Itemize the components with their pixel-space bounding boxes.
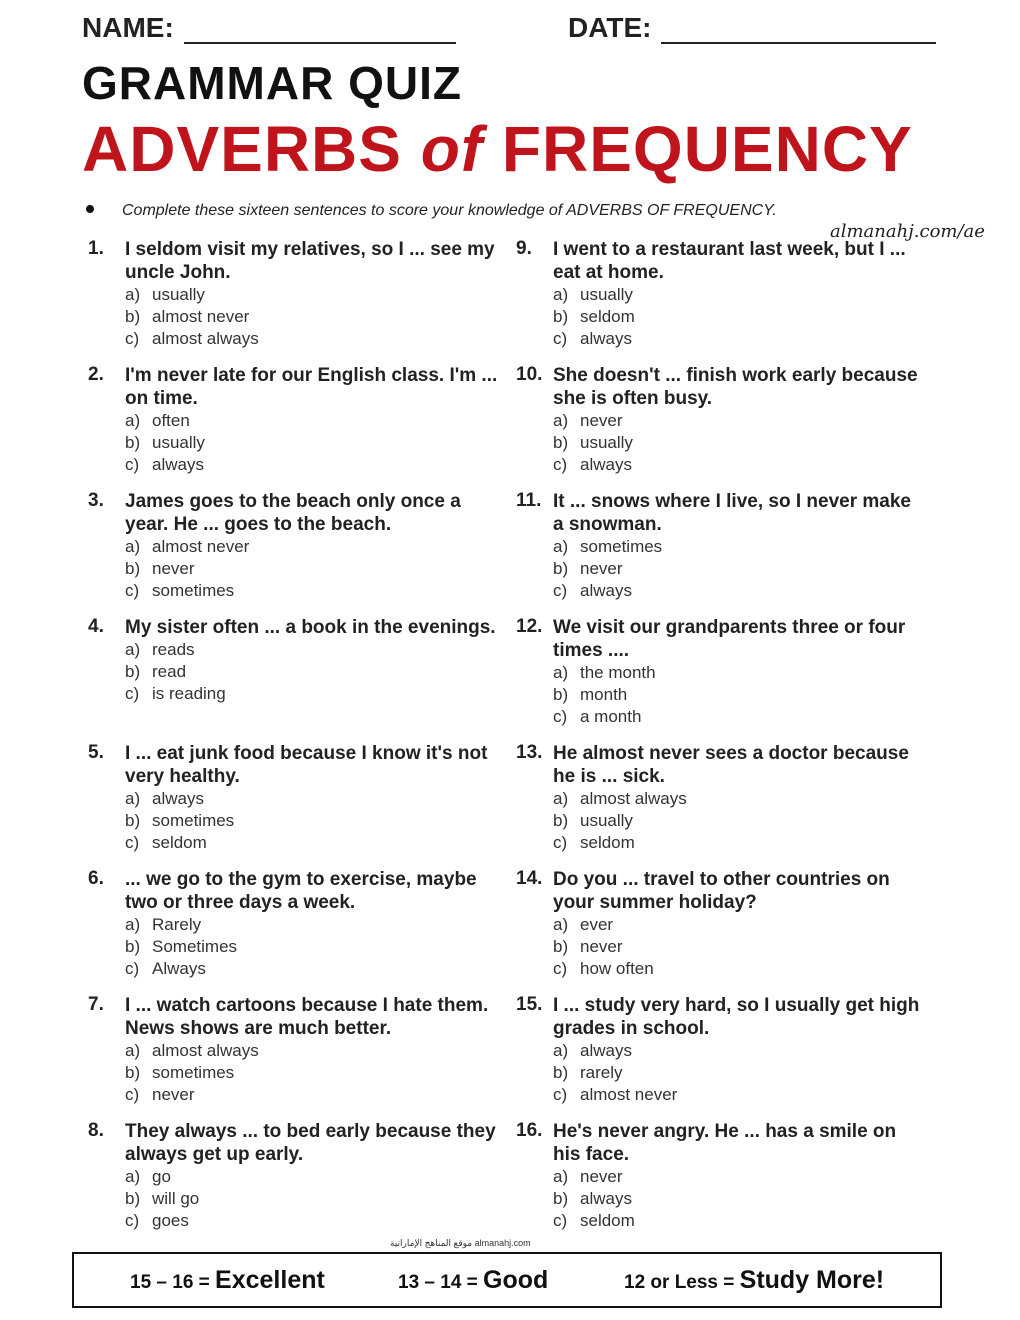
question-number: 15. xyxy=(516,994,543,1015)
option-text: never xyxy=(580,937,623,956)
answer-option[interactable] xyxy=(553,1166,926,1188)
question-number: 3. xyxy=(88,490,104,511)
option-letter: b) xyxy=(125,937,141,956)
option-letter: c) xyxy=(125,1211,140,1230)
score-label: Good xyxy=(483,1266,549,1294)
option-text: month xyxy=(580,685,628,704)
question-block xyxy=(516,616,926,742)
question-number: 7. xyxy=(88,994,104,1015)
question-block xyxy=(516,994,926,1120)
option-text: seldom xyxy=(580,1211,635,1230)
answer-option[interactable] xyxy=(553,832,926,854)
name-label: NAME: xyxy=(82,12,174,43)
question-text: She doesn't ... finish work early because she is often busy. xyxy=(553,365,918,409)
option-letter: a) xyxy=(553,285,569,304)
answer-option[interactable] xyxy=(125,810,498,832)
option-letter: b) xyxy=(553,811,569,830)
option-letter: c) xyxy=(553,455,568,474)
answer-option[interactable] xyxy=(553,936,926,958)
options-list xyxy=(553,914,926,980)
option-text: never xyxy=(580,411,623,430)
question-block xyxy=(516,868,926,994)
answer-option[interactable] xyxy=(553,284,926,306)
question-number: 10. xyxy=(516,364,543,385)
instructions-text: Complete these sixteen sentences to score your knowledge of ADVERBS OF FREQUENCY. xyxy=(122,202,777,219)
question-text: They always ... to bed early because they always get up early. xyxy=(125,1121,496,1165)
score-study-more xyxy=(624,1266,884,1295)
option-letter: c) xyxy=(125,455,140,474)
option-text: a month xyxy=(580,707,642,726)
option-text: sometimes xyxy=(580,537,663,556)
answer-option[interactable] xyxy=(553,1084,926,1106)
answer-option[interactable] xyxy=(125,914,498,936)
option-text: usually xyxy=(152,285,205,304)
question-number: 2. xyxy=(88,364,104,385)
option-text: Rarely xyxy=(152,915,202,934)
option-letter: b) xyxy=(553,1063,569,1082)
answer-option[interactable] xyxy=(553,432,926,454)
option-letter: b) xyxy=(125,433,141,452)
answer-option[interactable] xyxy=(553,558,926,580)
answer-option[interactable] xyxy=(125,1040,498,1062)
option-text: ever xyxy=(580,915,614,934)
score-range: 15 – 16 = xyxy=(130,1272,216,1293)
answer-option[interactable] xyxy=(125,832,498,854)
option-text: always xyxy=(152,455,204,474)
options-list xyxy=(125,536,498,602)
answer-option[interactable] xyxy=(553,410,926,432)
question-block xyxy=(516,742,926,868)
question-number: 5. xyxy=(88,742,104,763)
questions-right-column xyxy=(516,238,926,1246)
question-text: He almost never sees a doctor because he is ... sick. xyxy=(553,743,909,787)
options-list xyxy=(553,1040,926,1106)
score-excellent xyxy=(130,1266,325,1295)
question-block xyxy=(516,238,926,364)
answer-option[interactable] xyxy=(553,536,926,558)
question-block xyxy=(88,616,498,742)
answer-option[interactable] xyxy=(125,661,498,683)
question-text: It ... snows where I live, so I never make a snowman. xyxy=(553,491,911,535)
question-text: ... we go to the gym to exercise, maybe two or three days a week. xyxy=(125,869,477,913)
option-letter: c) xyxy=(553,581,568,600)
question-text: I ... watch cartoons because I hate them. News shows are much better. xyxy=(125,995,489,1039)
answer-option[interactable] xyxy=(553,454,926,476)
option-text: almost never xyxy=(152,537,250,556)
question-block xyxy=(516,364,926,490)
answer-option[interactable] xyxy=(125,558,498,580)
date-blank-line[interactable] xyxy=(661,14,936,44)
question-number: 11. xyxy=(516,490,542,511)
option-text: sometimes xyxy=(152,581,235,600)
question-number: 8. xyxy=(88,1120,104,1141)
option-letter: a) xyxy=(125,915,141,934)
question-text: He's never angry. He ... has a smile on his face. xyxy=(553,1121,897,1165)
options-list xyxy=(553,788,926,854)
option-letter: c) xyxy=(125,959,140,978)
option-text: almost never xyxy=(152,307,250,326)
option-text: never xyxy=(580,559,623,578)
option-text: will go xyxy=(152,1189,200,1208)
name-field xyxy=(82,12,456,44)
option-letter: c) xyxy=(553,329,568,348)
option-letter: c) xyxy=(125,581,140,600)
score-label: Study More! xyxy=(739,1266,885,1294)
question-block xyxy=(516,490,926,616)
answer-option[interactable] xyxy=(125,306,498,328)
option-text: seldom xyxy=(580,833,635,852)
option-text: always xyxy=(580,1189,632,1208)
answer-option[interactable] xyxy=(125,1210,498,1232)
options-list xyxy=(125,1166,498,1232)
date-label: DATE: xyxy=(568,12,652,43)
answer-option[interactable] xyxy=(125,328,498,350)
option-letter: a) xyxy=(553,915,569,934)
option-text: is reading xyxy=(152,684,226,703)
answer-option[interactable] xyxy=(125,958,498,980)
option-letter: b) xyxy=(125,811,141,830)
option-text: never xyxy=(152,1085,195,1104)
option-text: always xyxy=(580,455,632,474)
options-list xyxy=(553,284,926,350)
question-number: 12. xyxy=(516,616,543,637)
option-letter: a) xyxy=(125,1167,141,1186)
option-letter: c) xyxy=(125,329,140,348)
answer-option[interactable] xyxy=(125,432,498,454)
options-list xyxy=(125,410,498,476)
options-list xyxy=(553,536,926,602)
option-text: Always xyxy=(152,959,206,978)
score-box xyxy=(72,1252,942,1308)
question-block xyxy=(516,1120,926,1246)
answer-option[interactable] xyxy=(125,639,498,661)
option-letter: b) xyxy=(553,433,569,452)
option-text: almost always xyxy=(152,1041,259,1060)
options-list xyxy=(553,662,926,728)
option-letter: b) xyxy=(125,307,141,326)
answer-option[interactable] xyxy=(125,1188,498,1210)
questions-left-column xyxy=(88,238,498,1246)
option-text: sometimes xyxy=(152,811,235,830)
options-list xyxy=(553,1166,926,1232)
option-text: often xyxy=(152,411,190,430)
question-block xyxy=(88,994,498,1120)
option-letter: b) xyxy=(553,307,569,326)
option-text: almost never xyxy=(580,1085,678,1104)
header-row xyxy=(82,12,942,48)
option-letter: c) xyxy=(553,833,568,852)
score-good xyxy=(398,1266,548,1295)
option-letter: b) xyxy=(125,559,141,578)
option-text: never xyxy=(580,1167,623,1186)
quiz-label: GRAMMAR QUIZ xyxy=(82,57,462,109)
option-letter: b) xyxy=(553,937,569,956)
answer-option[interactable] xyxy=(553,1040,926,1062)
title-part-1: ADVERBS xyxy=(82,113,421,185)
option-text: reads xyxy=(152,640,195,659)
option-text: always xyxy=(152,789,204,808)
answer-option[interactable] xyxy=(125,683,498,705)
question-text: I seldom visit my relatives, so I ... see my uncle John. xyxy=(125,239,495,283)
answer-option[interactable] xyxy=(553,328,926,350)
answer-option[interactable] xyxy=(553,306,926,328)
option-letter: c) xyxy=(553,1085,568,1104)
answer-option[interactable] xyxy=(125,1166,498,1188)
answer-option[interactable] xyxy=(553,914,926,936)
option-text: the month xyxy=(580,663,656,682)
score-label: Excellent xyxy=(215,1266,325,1294)
question-text: My sister often ... a book in the evenings. xyxy=(125,617,496,638)
options-list xyxy=(553,410,926,476)
option-text: usually xyxy=(580,285,633,304)
bullet-icon xyxy=(86,205,94,213)
instructions xyxy=(86,202,777,220)
answer-option[interactable] xyxy=(125,284,498,306)
option-letter: b) xyxy=(125,662,141,681)
option-text: almost always xyxy=(580,789,687,808)
option-letter: c) xyxy=(125,833,140,852)
option-letter: c) xyxy=(553,707,568,726)
score-range: 12 or Less = xyxy=(624,1272,740,1293)
quiz-title xyxy=(82,112,913,186)
score-range: 13 – 14 = xyxy=(398,1272,484,1293)
footer-credit: موقع المناهج الإماراتية almanahj.com xyxy=(390,1238,531,1248)
option-letter: c) xyxy=(125,1085,140,1104)
question-text: I ... eat junk food because I know it's not very healthy. xyxy=(125,743,488,787)
options-list xyxy=(125,788,498,854)
option-text: rarely xyxy=(580,1063,623,1082)
option-letter: a) xyxy=(553,1167,569,1186)
option-letter: a) xyxy=(553,1041,569,1060)
option-text: usually xyxy=(152,433,205,452)
answer-option[interactable] xyxy=(553,662,926,684)
answer-option[interactable] xyxy=(125,454,498,476)
answer-option[interactable] xyxy=(553,788,926,810)
answer-option[interactable] xyxy=(553,1062,926,1084)
option-letter: c) xyxy=(553,1211,568,1230)
option-text: sometimes xyxy=(152,1063,235,1082)
options-list xyxy=(125,639,498,705)
answer-option[interactable] xyxy=(125,1084,498,1106)
option-text: read xyxy=(152,662,187,681)
question-number: 1. xyxy=(88,238,104,259)
option-letter: a) xyxy=(553,411,569,430)
question-block xyxy=(88,868,498,994)
option-letter: b) xyxy=(125,1063,141,1082)
option-text: seldom xyxy=(152,833,207,852)
answer-option[interactable] xyxy=(553,958,926,980)
question-text: I'm never late for our English class. I'm ... on time. xyxy=(125,365,498,409)
option-letter: a) xyxy=(553,537,569,556)
option-text: always xyxy=(580,329,632,348)
option-letter: a) xyxy=(125,285,141,304)
question-text: James goes to the beach only once a year. He ... goes to the beach. xyxy=(125,491,461,535)
options-list xyxy=(125,284,498,350)
title-of: of xyxy=(420,113,484,185)
option-letter: a) xyxy=(553,789,569,808)
option-text: always xyxy=(580,1041,632,1060)
option-letter: c) xyxy=(553,959,568,978)
question-number: 6. xyxy=(88,868,104,889)
answer-option[interactable] xyxy=(553,706,926,728)
option-letter: a) xyxy=(125,537,141,556)
answer-option[interactable] xyxy=(125,788,498,810)
option-letter: b) xyxy=(125,1189,141,1208)
question-text: We visit our grandparents three or four times .... xyxy=(553,617,906,661)
question-number: 14. xyxy=(516,868,543,889)
answer-option[interactable] xyxy=(553,580,926,602)
answer-option[interactable] xyxy=(125,936,498,958)
option-letter: a) xyxy=(125,789,141,808)
option-letter: a) xyxy=(125,640,141,659)
question-number: 16. xyxy=(516,1120,543,1141)
option-text: goes xyxy=(152,1211,189,1230)
question-number: 9. xyxy=(516,238,532,259)
answer-option[interactable] xyxy=(553,810,926,832)
option-letter: b) xyxy=(553,685,569,704)
option-letter: a) xyxy=(553,663,569,682)
option-text: usually xyxy=(580,811,633,830)
answer-option[interactable] xyxy=(125,410,498,432)
name-blank-line[interactable] xyxy=(184,14,456,44)
option-letter: c) xyxy=(125,684,140,703)
watermark: almanahj.com/ae xyxy=(830,221,985,242)
question-text: Do you ... travel to other countries on your summer holiday? xyxy=(553,869,890,913)
options-list xyxy=(125,914,498,980)
answer-option[interactable] xyxy=(553,1188,926,1210)
option-text: usually xyxy=(580,433,633,452)
date-field xyxy=(568,12,936,44)
option-letter: a) xyxy=(125,411,141,430)
answer-option[interactable] xyxy=(553,684,926,706)
option-letter: a) xyxy=(125,1041,141,1060)
option-letter: b) xyxy=(553,559,569,578)
answer-option[interactable] xyxy=(125,1062,498,1084)
question-block xyxy=(88,490,498,616)
options-list xyxy=(125,1040,498,1106)
question-number: 4. xyxy=(88,616,104,637)
option-text: how often xyxy=(580,959,654,978)
question-block xyxy=(88,742,498,868)
option-text: seldom xyxy=(580,307,635,326)
answer-option[interactable] xyxy=(125,580,498,602)
option-text: go xyxy=(152,1167,171,1186)
option-text: always xyxy=(580,581,632,600)
question-number: 13. xyxy=(516,742,543,763)
option-letter: b) xyxy=(553,1189,569,1208)
option-text: never xyxy=(152,559,195,578)
question-block xyxy=(88,364,498,490)
question-text: I went to a restaurant last week, but I ... eat at home. xyxy=(553,239,906,283)
option-text: almost always xyxy=(152,329,259,348)
answer-option[interactable] xyxy=(553,1210,926,1232)
question-text: I ... study very hard, so I usually get high grades in school. xyxy=(553,995,920,1039)
answer-option[interactable] xyxy=(125,536,498,558)
title-part-2: FREQUENCY xyxy=(483,113,913,185)
question-block xyxy=(88,238,498,364)
option-text: Sometimes xyxy=(152,937,238,956)
question-block xyxy=(88,1120,498,1246)
